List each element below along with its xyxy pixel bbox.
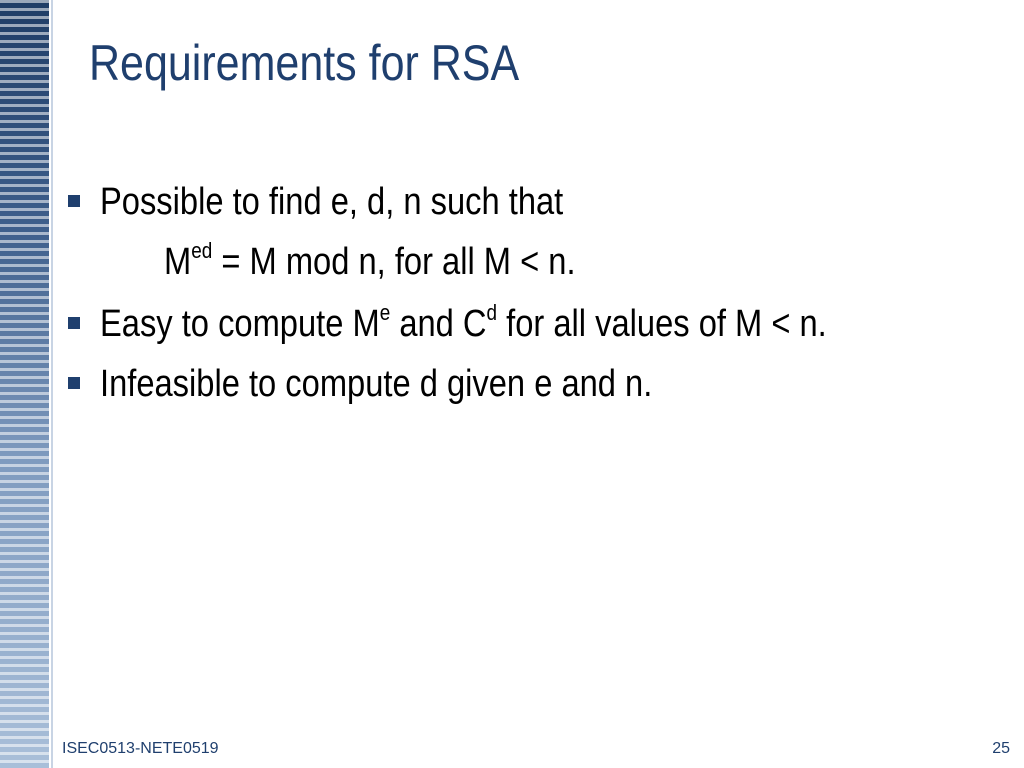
bullet-1-formula bbox=[64, 240, 1004, 302]
formula-text bbox=[164, 240, 576, 284]
bullet-item-1 bbox=[64, 180, 1004, 240]
bullet-item-2 bbox=[64, 302, 1004, 362]
square-bullet-icon bbox=[68, 195, 80, 207]
square-bullet-icon bbox=[68, 377, 80, 389]
formula-base: M bbox=[164, 241, 192, 283]
formula-exponent: ed bbox=[191, 238, 213, 263]
bullet-2-superscript-d: d bbox=[486, 300, 498, 325]
bullet-2-part-2: and C bbox=[390, 303, 487, 345]
slide-body bbox=[64, 180, 1004, 422]
formula-rest: = M mod n, for all M < n. bbox=[212, 241, 576, 283]
bullet-item-3 bbox=[64, 362, 1004, 422]
square-bullet-icon bbox=[68, 317, 80, 329]
bullet-2-part-1: Easy to compute M bbox=[100, 303, 380, 345]
bullet-3-text: Infeasible to compute d given e and n. bbox=[100, 363, 653, 405]
bullet-1-text: Possible to find e, d, n such that bbox=[100, 181, 564, 223]
footer-course-code: ISEC0513-NETE0519 bbox=[62, 740, 219, 757]
sidebar-divider-line bbox=[51, 0, 53, 768]
bullet-2-superscript-e: e bbox=[379, 300, 391, 325]
decorative-striped-sidebar bbox=[0, 0, 49, 768]
slide-title: Requirements for RSA bbox=[89, 35, 520, 91]
footer-page-number: 25 bbox=[992, 740, 1010, 757]
bullet-2-part-3: for all values of M < n. bbox=[497, 303, 827, 345]
bullet-2-text bbox=[100, 302, 827, 346]
